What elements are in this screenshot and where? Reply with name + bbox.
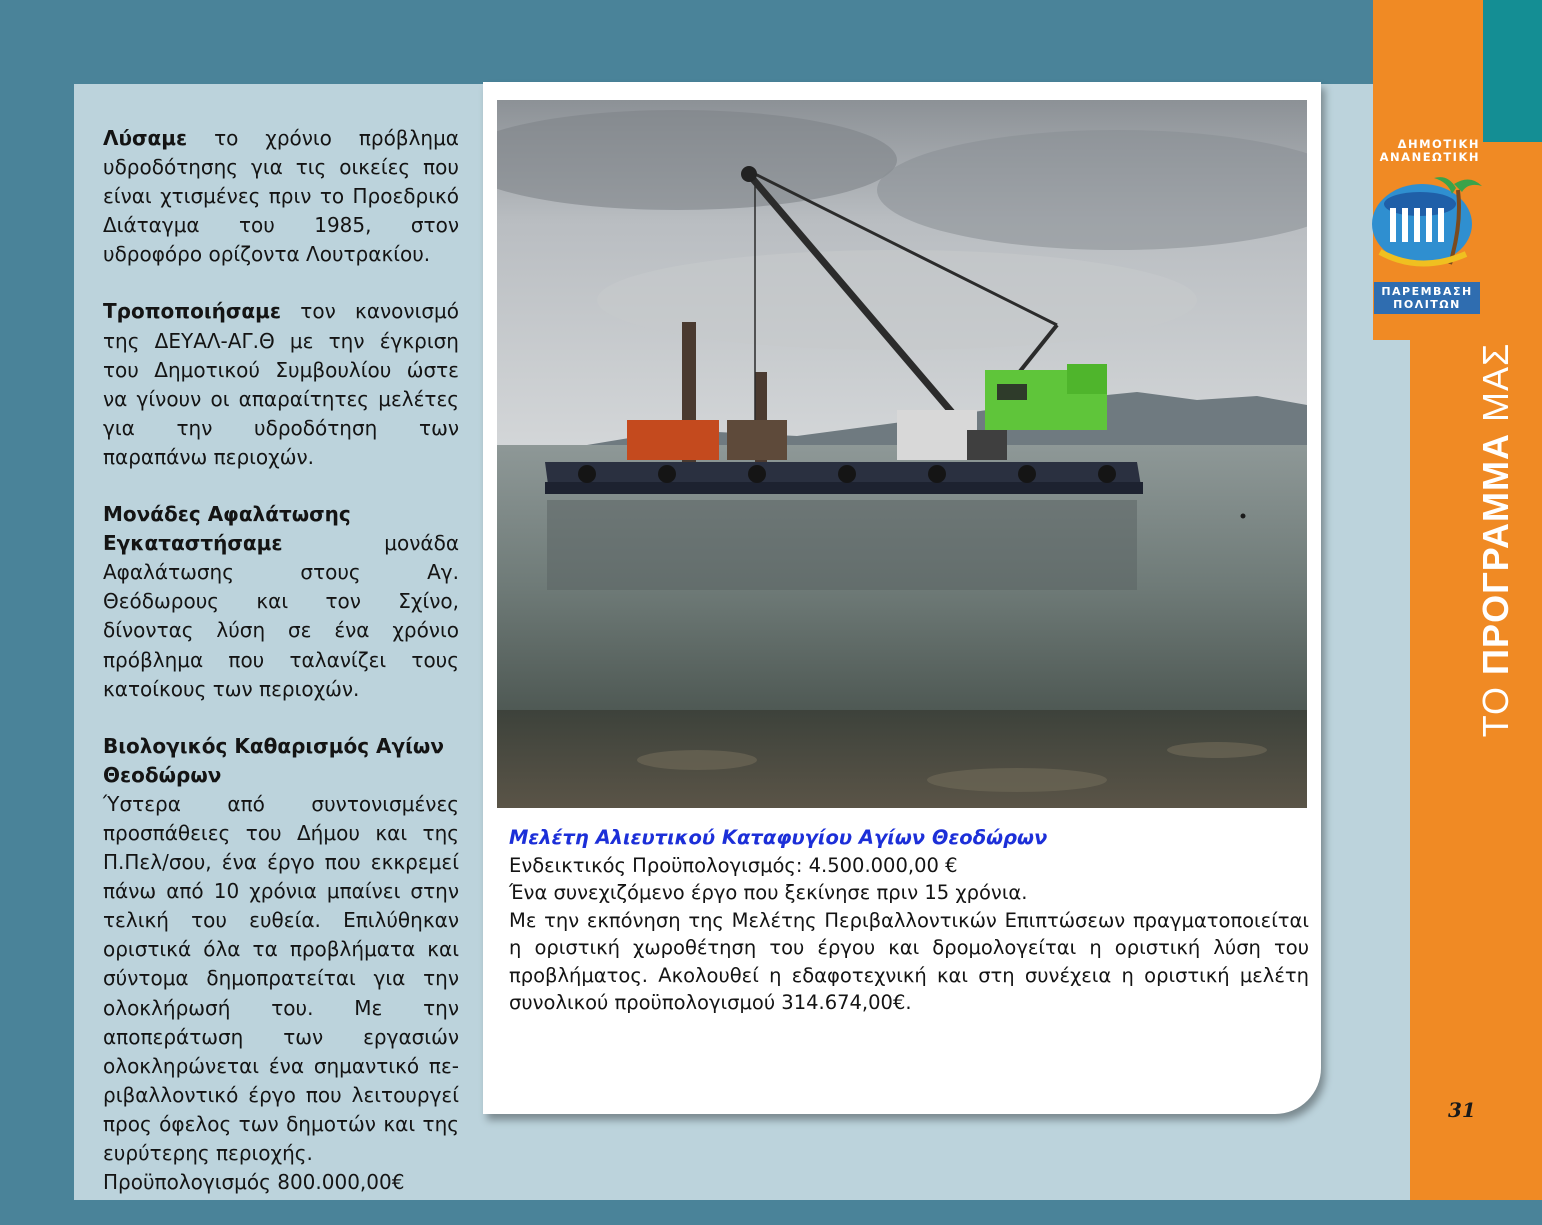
bold-lead: Λύσαμε (103, 126, 188, 150)
logo-emblem-icon (1370, 164, 1486, 284)
paragraph-regulation (103, 297, 459, 472)
logo-bottom-text (1374, 282, 1480, 314)
section-heading: Βιολογικός Καθαρισμός Αγίων Θεοδώρων (103, 733, 444, 787)
bold-lead: Εγκαταστήσαμε (103, 531, 283, 556)
logo-line: ΔΗΜΟΤΙΚΗ (1397, 137, 1480, 151)
text-column (103, 124, 459, 1225)
party-logo (1370, 138, 1486, 318)
paragraph-water-supply (103, 124, 459, 269)
crane-barge-photo (497, 100, 1307, 808)
logo-top-text (1376, 138, 1480, 164)
paragraph-text: μονάδα Αφαλάτωσης στους Αγ. Θεόδωρους και τον Σχίνο, δίνοντας λύση σε ένα χρόνιο πρόβλημα που ταλανίζει τους κατοίκους των περιοχών. (103, 531, 459, 701)
title-part: ΤΟ (1475, 674, 1516, 738)
section-heading: Μονάδες Αφαλάτωσης (103, 502, 351, 527)
caption-title: Μελέτη Αλιευτικού Καταφυγίου Αγίων Θεοδώρων (509, 826, 1048, 849)
caption-budget: Ενδεικτικός Προϋπολογισμός: 4.500.000,00 € (509, 853, 958, 877)
paragraph-text: το χρόνιο πρόβλημα υδροδότησης για τις οικείες που είναι χτισμένες πριν το Προεδρικό Διάταγμα του 1985, στον υδροφόρο ορίζοντα Λουτρακίου. (103, 126, 459, 267)
photo-card (483, 82, 1321, 1114)
paragraph-text: τον κανονισμό της ΔΕΥΑΛ-ΑΓ.Θ με την έγκριση του Δημοτικού Συμβουλίου ώστε να γίνουν οι απαραίτητες μελέτες για την υδροδότηση των παραπάνω περιοχών. (103, 299, 459, 469)
page-number: 31 (1448, 1098, 1476, 1122)
paragraph-biological-treatment (103, 732, 459, 1198)
logo-line: ΠΟΛΙΤΩΝ (1393, 298, 1461, 311)
title-part: ΜΑΣ (1475, 342, 1516, 433)
bold-lead: Τροποποιήσαμε (103, 299, 282, 324)
paragraph-desalination (103, 500, 459, 704)
title-part-bold: ΠΡΟΓΡΑΜΜΑ (1475, 432, 1516, 675)
photo-caption (509, 824, 1309, 1017)
caption-text: Με την εκπόνηση της Μελέτης Περιβαλλοντικών Επιπτώσεων πραγματοποιείται η οριστική χωροθέτηση του έργου και δρομολογείται η οριστική λύση του προβλήματος. Ακολουθεί η εδαφοτεχνική και στη συνέχεια η οριστική μελέτη συνολικού προϋπολογισμού 314.674,00€. (509, 908, 1309, 1014)
logo-line: ΠΑΡΕΜΒΑΣΗ (1381, 285, 1473, 298)
paragraph-text: Ύστερα από συντονισμένες προσπάθειες του Δήμου και της Π.Πελ/σου, ένα έργο που εκκρεμεί πάνω από 10 χρόνια μπαίνει στην τελική του ευθεία. Επιλύθηκαν οριστικά όλα τα προβλήματα και σύντομα δημοπρατείται για την ολοκλήρωσή του. Με την αποπεράτωση των εργασιών ολοκληρώνεται ένα σημαντικό περιβαλλοντικό έργο που λειτουργεί προς όφελος των δημοτών και της ευρύτερης περιοχής. (103, 791, 459, 1165)
logo-line: ΑΝΑΝΕΩΤΙΚΗ (1379, 150, 1480, 164)
section-title-vertical (1476, 340, 1516, 740)
photo-illustration (497, 100, 1307, 808)
caption-text: Ένα συνεχιζόμενο έργο που ξεκίνησε πριν 15 χρόνια. (509, 881, 1028, 904)
teal-accent-block (1483, 0, 1542, 142)
budget-text: Προϋπολογισμός 800.000,00€ (103, 1170, 405, 1195)
